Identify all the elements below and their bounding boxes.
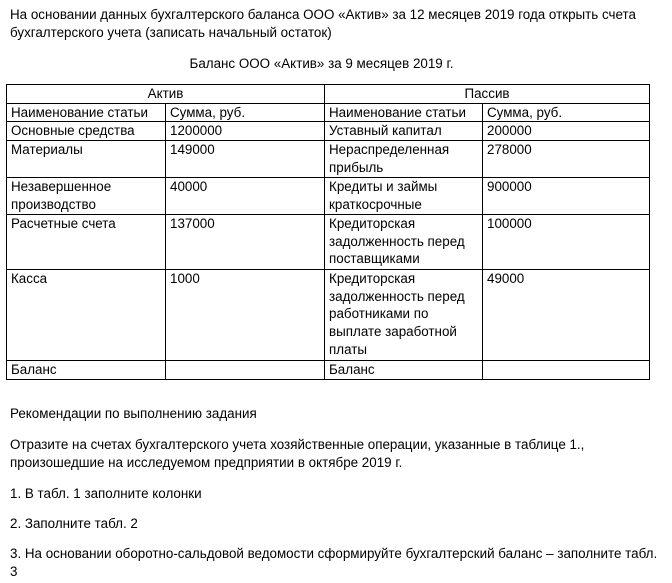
asset-sum-cell: 149000 [166, 141, 325, 178]
table-group-header-row [7, 85, 650, 104]
liability-sum-column-header: Сумма, руб. [483, 103, 650, 122]
liability-name-cell: Кредиты и займы краткосрочные [325, 178, 483, 215]
asset-sum-cell: 1200000 [166, 122, 325, 141]
liability-sum-cell: 100000 [483, 215, 650, 270]
table-row [7, 141, 650, 178]
liability-name-cell: Кредиторская задолженность перед работниками по выплате заработной платы [325, 270, 483, 361]
balance-table-title: Баланс ООО «Актив» за 9 месяцев 2019 г. [189, 56, 454, 71]
asset-sum-cell: 40000 [166, 178, 325, 215]
liability-name-cell: Уставный капитал [325, 122, 483, 141]
asset-sum-column-header: Сумма, руб. [166, 103, 325, 122]
asset-name-cell: Незавершенное производство [7, 178, 166, 215]
liability-sum-cell: 200000 [483, 122, 650, 141]
liability-sum-cell: 278000 [483, 141, 650, 178]
asset-name-cell: Материалы [7, 141, 166, 178]
step-item: 2. Заполните табл. 2 [10, 516, 138, 531]
liability-sum-cell: 900000 [483, 178, 650, 215]
asset-total-label: Баланс [7, 361, 166, 380]
table-column-header-row [7, 103, 650, 122]
instructions-paragraph: Отразите на счетах бухгалтерского учета хозяйственные операции, указанные в таблице 1., произошедшие на исследуемом предприятии в октябре 2019 г. [10, 437, 585, 470]
liability-total-label: Баланс [325, 361, 483, 380]
asset-group-header: Актив [7, 85, 325, 104]
balance-table [6, 84, 650, 380]
table-row [7, 215, 650, 270]
recommendations-heading: Рекомендации по выполнению задания [10, 406, 257, 421]
intro-paragraph: На основании данных бухгалтерского баланса ООО «Актив» за 12 месяцев 2019 года открыть счета бухгалтерского учета (записать начальный остаток) [10, 7, 636, 40]
liability-name-column-header: Наименование статьи [325, 103, 483, 122]
step-item: 1. В табл. 1 заполните колонки [10, 486, 202, 501]
liability-group-header: Пассив [325, 85, 650, 104]
asset-name-column-header: Наименование статьи [7, 103, 166, 122]
table-row [7, 178, 650, 215]
liability-total-value [483, 361, 650, 380]
table-total-row [7, 361, 650, 380]
asset-sum-cell: 1000 [166, 270, 325, 361]
asset-name-cell: Основные средства [7, 122, 166, 141]
asset-name-cell: Касса [7, 270, 166, 361]
table-row [7, 122, 650, 141]
liability-name-cell: Кредиторская задолженность перед поставщиками [325, 215, 483, 270]
liability-name-cell: Нераспределенная прибыль [325, 141, 483, 178]
asset-total-value [166, 361, 325, 380]
step-item: 3. На основании оборотно-сальдовой ведомости сформируйте бухгалтерский баланс – заполните табл. 3 [10, 546, 658, 579]
asset-name-cell: Расчетные счета [7, 215, 166, 270]
table-row [7, 270, 650, 361]
asset-sum-cell: 137000 [166, 215, 325, 270]
liability-sum-cell: 49000 [483, 270, 650, 361]
